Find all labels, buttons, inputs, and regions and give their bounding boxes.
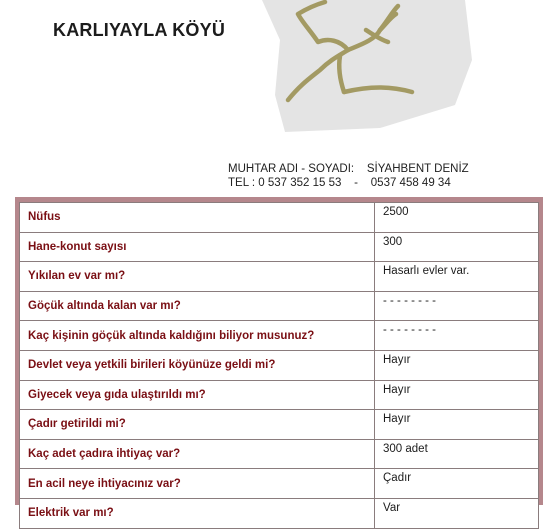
question-cell: Hane-konut sayısı [20, 232, 375, 262]
table-row [20, 232, 539, 262]
table-row [20, 380, 539, 410]
table-row [20, 350, 539, 380]
question-cell: Çadır getirildi mi? [20, 410, 375, 440]
headman-phone: TEL : 0 537 352 15 53 - 0537 458 49 34 [228, 177, 451, 189]
table-row [20, 498, 539, 528]
headman-name: MUHTAR ADI - SOYADI: SİYAHBENT DENİZ [228, 163, 469, 175]
answer-cell: 2500 [375, 203, 539, 233]
question-cell: Kaç adet çadıra ihtiyaç var? [20, 439, 375, 469]
question-cell: Devlet veya yetkili birileri köyünüze geldi mi? [20, 350, 375, 380]
answer-cell: 300 adet [375, 439, 539, 469]
question-cell: Kaç kişinin göçük altında kaldığını biliyor musunuz? [20, 321, 375, 351]
survey-table [19, 202, 539, 529]
answer-cell: 300 [375, 232, 539, 262]
answer-cell: Var [375, 498, 539, 528]
headman-info [228, 162, 469, 190]
answer-cell: - - - - - - - - [375, 291, 539, 321]
question-cell: Yıkılan ev var mı? [20, 262, 375, 292]
village-map [240, 0, 480, 140]
table-row [20, 410, 539, 440]
question-cell: Elektrik var mı? [20, 498, 375, 528]
table-row [20, 291, 539, 321]
table-row [20, 262, 539, 292]
question-cell: Nüfus [20, 203, 375, 233]
answer-cell: Hayır [375, 380, 539, 410]
answer-cell: Çadır [375, 469, 539, 499]
page-title: KARLIYAYLA KÖYÜ [53, 20, 226, 40]
answer-cell: Hayır [375, 350, 539, 380]
question-cell: Göçük altında kalan var mı? [20, 291, 375, 321]
answer-cell: Hayır [375, 410, 539, 440]
table-row [20, 321, 539, 351]
map-area [262, 0, 472, 132]
table-row [20, 439, 539, 469]
table-row [20, 203, 539, 233]
answer-cell: - - - - - - - - [375, 321, 539, 351]
question-cell: Giyecek veya gıda ulaştırıldı mı? [20, 380, 375, 410]
question-cell: En acil neye ihtiyacınız var? [20, 469, 375, 499]
answer-cell: Hasarlı evler var. [375, 262, 539, 292]
table-row [20, 469, 539, 499]
survey-frame [15, 197, 543, 520]
